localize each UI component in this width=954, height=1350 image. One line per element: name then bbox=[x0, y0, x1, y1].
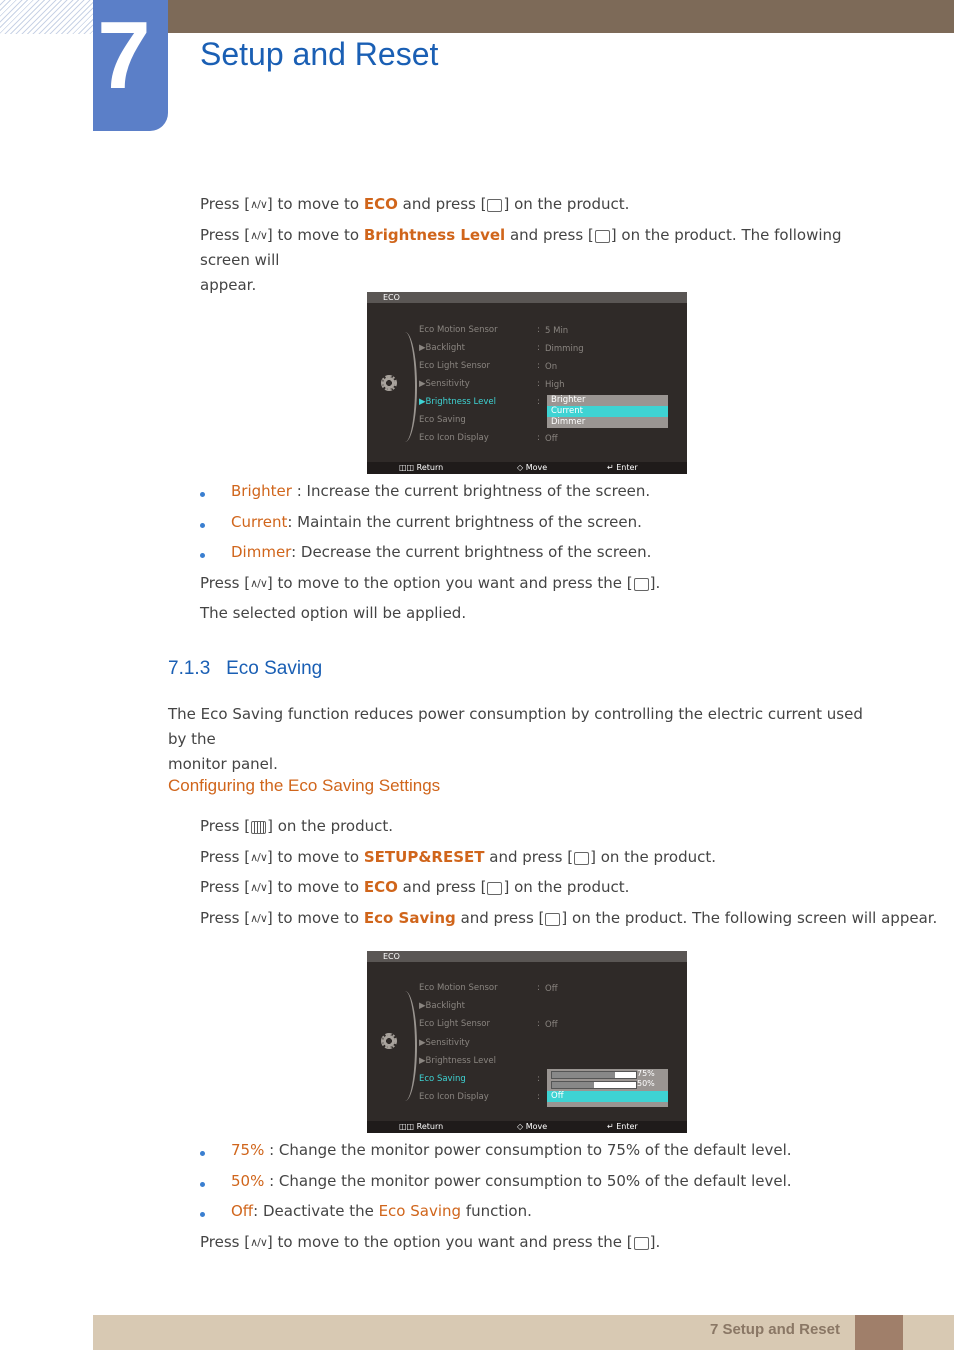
osd-option-selected: Off bbox=[547, 1091, 668, 1102]
header-bar bbox=[93, 0, 954, 33]
osd-option-selected: Current bbox=[547, 406, 668, 417]
up-down-arrow-icon: ∧/∨ bbox=[250, 577, 267, 590]
footer-page-box bbox=[855, 1315, 903, 1350]
osd-row-selected: ▶Brightness Level bbox=[419, 397, 496, 407]
enter-button-icon bbox=[487, 882, 502, 895]
subheading: Configuring the Eco Saving Settings bbox=[168, 776, 441, 795]
osd-return: ◫◫ Return bbox=[399, 1122, 444, 1131]
step-line-eco: Press [∧/∨] to move to ECO and press [ ] on the product. bbox=[200, 192, 629, 217]
osd-value: Off bbox=[545, 434, 558, 444]
osd-row: Eco Motion Sensor bbox=[419, 325, 498, 335]
osd-options-list bbox=[547, 1069, 668, 1107]
osd-screen-eco-saving: ECO Eco Motion Sensor : Off ▶Backlight Eco Light Sensor : Off ▶Sensitivity ▶Brightness Level Eco Saving : Eco Icon Display : 75% 50% Off ◫◫ Return ◇ Move ↵ Enter bbox=[367, 951, 687, 1133]
osd-row: ▶Sensitivity bbox=[419, 1038, 470, 1048]
bullet-dot bbox=[200, 553, 205, 558]
step-setup-reset: Press [∧/∨] to move to SETUP&RESET and press [ ] on the product. bbox=[200, 845, 716, 870]
applied-note: The selected option will be applied. bbox=[200, 604, 467, 622]
osd-row: ▶Sensitivity bbox=[419, 379, 470, 389]
osd-row: Eco Motion Sensor bbox=[419, 983, 498, 993]
osd-option-50: 50% bbox=[547, 1079, 668, 1089]
osd-row: Eco Light Sensor bbox=[419, 361, 490, 371]
osd-row: ▶Backlight bbox=[419, 1001, 466, 1011]
osd-row: ▶Brightness Level bbox=[419, 1056, 496, 1066]
section-intro: The Eco Saving function reduces power consumption by controlling the electric current used by the monitor panel. bbox=[168, 705, 863, 773]
menu-button-icon bbox=[251, 821, 266, 834]
osd-row: ▶Backlight bbox=[419, 343, 466, 353]
osd-value: Dimming bbox=[545, 344, 584, 354]
bullet-dot bbox=[200, 1212, 205, 1217]
bullet-dot bbox=[200, 1182, 205, 1187]
chapter-number-box bbox=[93, 0, 168, 131]
bullet-75: 75% : Change the monitor power consumption to 75% of the default level. bbox=[231, 1141, 792, 1159]
chapter-number: 7 bbox=[97, 2, 151, 109]
osd-option: Dimmer bbox=[551, 417, 586, 427]
bullet-dot bbox=[200, 523, 205, 528]
step-eco-saving: Press [∧/∨] to move to Eco Saving and press [ ] on the product. The following screen will appear. bbox=[200, 906, 937, 931]
step-line-brightness: Press [∧/∨] to move to Brightness Level and press [ ] on the product. The following screen will appear. bbox=[200, 223, 890, 298]
up-down-arrow-icon: ∧/∨ bbox=[250, 912, 267, 925]
level-bar-75 bbox=[551, 1071, 637, 1079]
osd-options-list bbox=[547, 395, 668, 428]
osd-option-75: 75% bbox=[547, 1069, 668, 1079]
bullet-brighter: Brighter : Increase the current brightness of the screen. bbox=[231, 482, 651, 500]
bullet-50: 50% : Change the monitor power consumption to 50% of the default level. bbox=[231, 1172, 792, 1190]
osd-enter: ↵ Enter bbox=[607, 1122, 638, 1131]
osd-row: Eco Saving bbox=[419, 415, 466, 425]
gear-icon bbox=[381, 375, 397, 391]
enter-button-icon bbox=[634, 1237, 649, 1250]
osd-return: ◫◫ Return bbox=[399, 463, 444, 472]
bullet-dimmer: Dimmer: Decrease the current brightness of the screen. bbox=[231, 543, 652, 561]
osd-row-selected: Eco Saving bbox=[419, 1074, 466, 1084]
step-press-menu: Press [ ] on the product. bbox=[200, 817, 394, 835]
osd-value: 5 Min bbox=[545, 326, 569, 336]
osd-value: High bbox=[545, 380, 565, 390]
up-down-arrow-icon: ∧/∨ bbox=[250, 881, 267, 894]
enter-button-icon bbox=[634, 578, 649, 591]
bullet-dot bbox=[200, 492, 205, 497]
osd-row: Eco Icon Display bbox=[419, 433, 489, 443]
up-down-arrow-icon: ∧/∨ bbox=[250, 198, 267, 211]
up-down-arrow-icon: ∧/∨ bbox=[250, 1236, 267, 1249]
bullet-dot bbox=[200, 1151, 205, 1156]
step-line-select-option: Press [∧/∨] to move to the option you want and press the [ ]. bbox=[200, 571, 660, 596]
osd-row: Eco Icon Display bbox=[419, 1092, 489, 1102]
bullet-off: Off: Deactivate the Eco Saving function. bbox=[231, 1202, 532, 1220]
osd-value: Off bbox=[545, 1020, 558, 1030]
osd-move: ◇ Move bbox=[517, 463, 548, 472]
chapter-title: Setup and Reset bbox=[200, 36, 439, 72]
level-bar-50 bbox=[551, 1081, 637, 1089]
step-line-select-option-2: Press [∧/∨] to move to the option you want and press the [ ]. bbox=[200, 1230, 660, 1255]
osd-option: Brighter bbox=[551, 395, 586, 405]
enter-button-icon bbox=[595, 230, 610, 243]
enter-button-icon bbox=[545, 913, 560, 926]
osd-move: ◇ Move bbox=[517, 1122, 548, 1131]
osd-enter: ↵ Enter bbox=[607, 463, 638, 472]
up-down-arrow-icon: ∧/∨ bbox=[250, 229, 267, 242]
osd-value: Off bbox=[545, 984, 558, 994]
osd-value: On bbox=[545, 362, 558, 372]
bullet-current: Current: Maintain the current brightness of the screen. bbox=[231, 513, 642, 531]
header-hatch-pattern bbox=[0, 0, 93, 34]
up-down-arrow-icon: ∧/∨ bbox=[250, 851, 267, 864]
step-eco: Press [∧/∨] to move to ECO and press [ ] on the product. bbox=[200, 875, 629, 900]
osd-row: Eco Light Sensor bbox=[419, 1019, 490, 1029]
osd-header: ECO bbox=[383, 952, 400, 961]
footer-text: 7 Setup and Reset bbox=[709, 1321, 840, 1338]
gear-icon bbox=[381, 1033, 397, 1049]
enter-button-icon bbox=[574, 852, 589, 865]
enter-button-icon bbox=[487, 199, 502, 212]
osd-header: ECO bbox=[383, 293, 400, 302]
osd-screen-brightness: ECO Eco Motion Sensor : 5 Min ▶Backlight : Dimming Eco Light Sensor : On ▶Sensitivity : High ▶Brightness Level : Eco Saving Eco Icon Display : Off Brighter Current Dimmer ◫◫ Return ◇ Move ↵ Enter bbox=[367, 292, 687, 474]
section-heading: 7.1.3 Eco Saving bbox=[168, 658, 323, 679]
